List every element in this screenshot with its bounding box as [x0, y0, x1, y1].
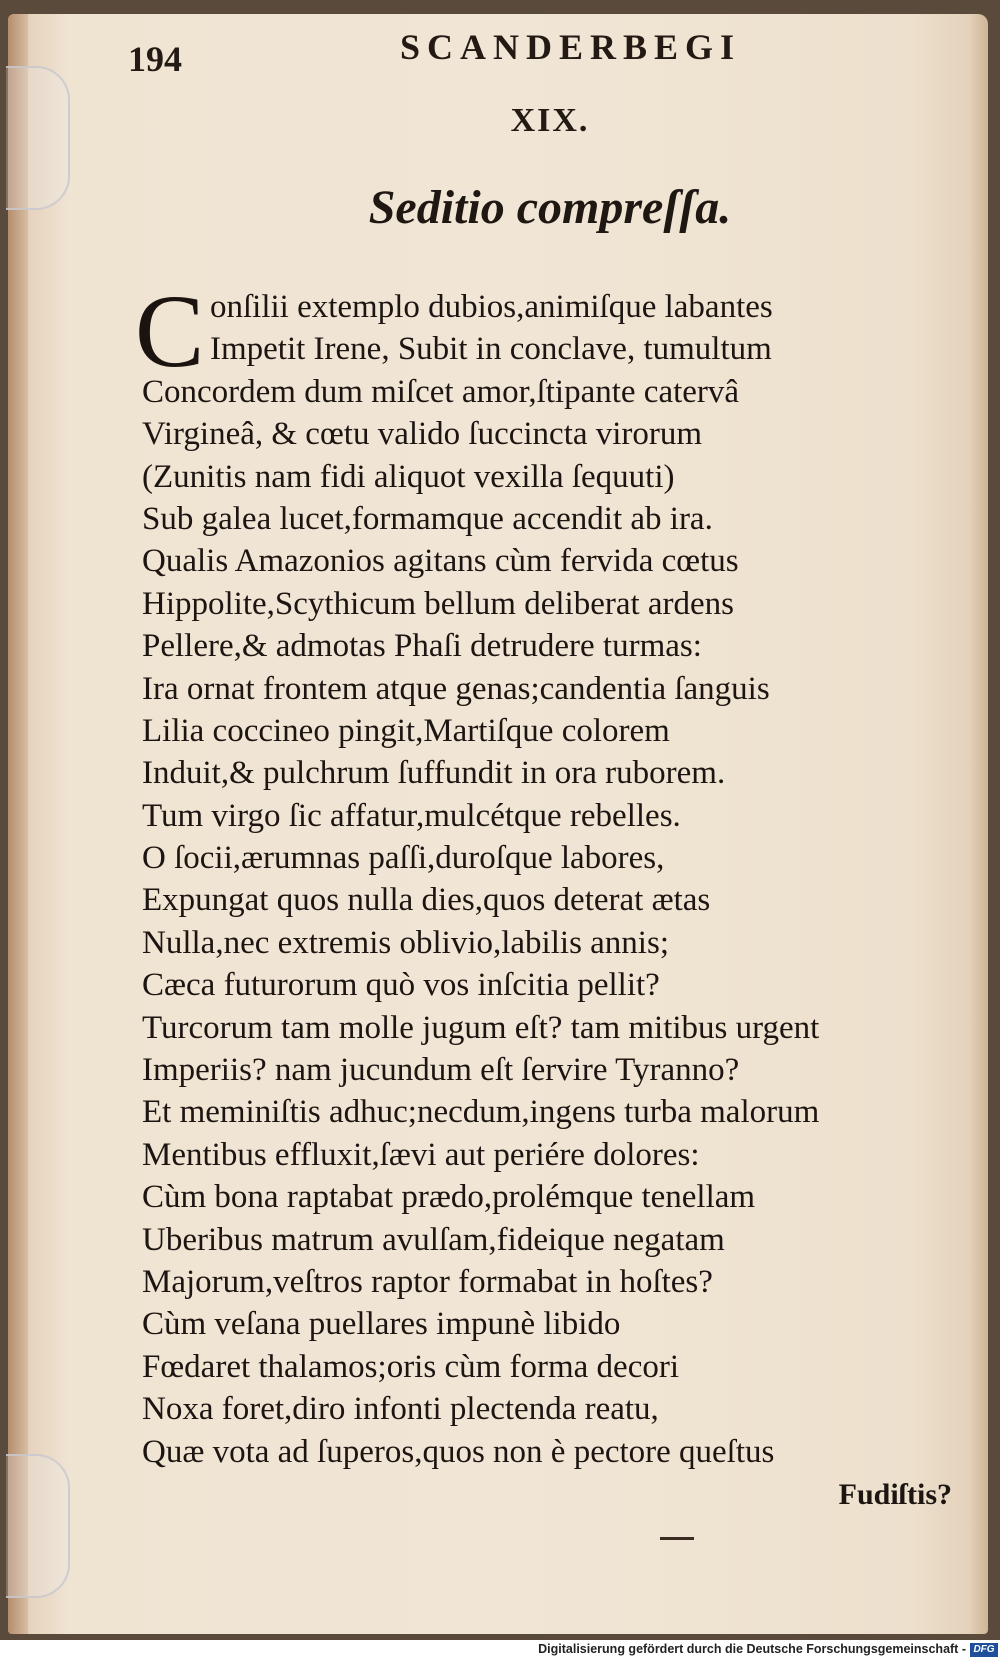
page-edge [8, 14, 28, 1634]
verse-block [142, 286, 962, 1473]
funding-note: Digitalisierung gefördert durch die Deutsche Forschungsgemeinschaft - [538, 1642, 966, 1656]
verse-line: Expungat quos nulla dies,quos deterat ætas [142, 882, 711, 919]
verse-line: Noxa foret,diro infonti plectenda reatu, [142, 1391, 659, 1428]
verse-line: Turcorum tam molle jugum eſt? tam mitibus urgent [142, 1009, 820, 1046]
chapter-number: XIX. [510, 102, 590, 139]
verse-line: Cæca futurorum quò vos inſcitia pellit? [142, 967, 660, 1004]
page-number: 194 [128, 39, 182, 79]
verse-line: Mentibus effluxit,ſævi aut periére dolores: [142, 1136, 700, 1173]
verse-line: Qualis Amazonios agitans cùm fervida cœtus [142, 543, 739, 580]
verse-line: Cùm veſana puellares impunè libido [142, 1306, 621, 1343]
verse-line: Lilia coccineo pingit,Martiſque colorem [142, 712, 670, 749]
catchword: Fudiſtis? [838, 1478, 952, 1511]
dfg-logo: DFG [970, 1643, 998, 1657]
verse-line: onſilii extemplo dubios,animiſque labantes [210, 289, 773, 325]
page-clip-bottom [6, 1454, 70, 1598]
footer-bar [0, 1640, 1000, 1662]
verse-line: Ira ornat frontem atque genas;candentia ſanguis [142, 670, 770, 707]
verse-line: Impetit Irene, Subit in conclave, tumultum [210, 331, 772, 368]
verse-line: Concordem dum miſcet amor,ſtipante catervâ [142, 373, 740, 410]
verse-line: Uberibus matrum avulſam,fideique negatam [142, 1221, 725, 1258]
verse-line: Induit,& pulchrum ſuffundit in ora ruborem. [142, 755, 726, 792]
verse-line: O ſocii,ærumnas paſſi,duroſque labores, [142, 840, 665, 877]
verse-line: Quæ vota ad ſuperos,quos non è pectore queſtus [142, 1433, 775, 1470]
verse-line: Imperiis? nam jucundum eſt ſervire Tyranno? [142, 1052, 740, 1089]
verse-line: Pellere,& admotas Phaſi detrudere turmas: [142, 628, 702, 665]
signature-mark [660, 1537, 694, 1540]
chapter-title: Seditio compreſſa. [368, 181, 732, 234]
verse-line: Sub galea lucet,formamque accendit ab ira. [142, 500, 713, 537]
verse-line: (Zunitis nam fidi aliquot vexilla ſequuti) [142, 458, 675, 495]
verse-line: Cùm bona raptabat prædo,prolémque tenellam [142, 1179, 756, 1216]
verse-line: Nulla,nec extremis oblivio,labilis annis; [142, 924, 669, 961]
verse-line: Virgineâ, & cœtu valido ſuccincta virorum [142, 416, 703, 453]
verse-line: Tum virgo ſic affatur,mulcétque rebelles. [142, 797, 681, 834]
verse-line: Fœdaret thalamos;oris cùm forma decori [142, 1348, 680, 1385]
verse-line: Et meminiſtis adhuc;necdum,ingens turba malorum [142, 1094, 820, 1131]
verse-line: Majorum,veſtros raptor formabat in hoſtes? [142, 1263, 713, 1300]
verse-line: Hippolite,Scythicum bellum deliberat ardens [142, 585, 735, 622]
running-head: SCANDERBEGI [400, 27, 742, 67]
drop-initial: C [135, 274, 205, 389]
